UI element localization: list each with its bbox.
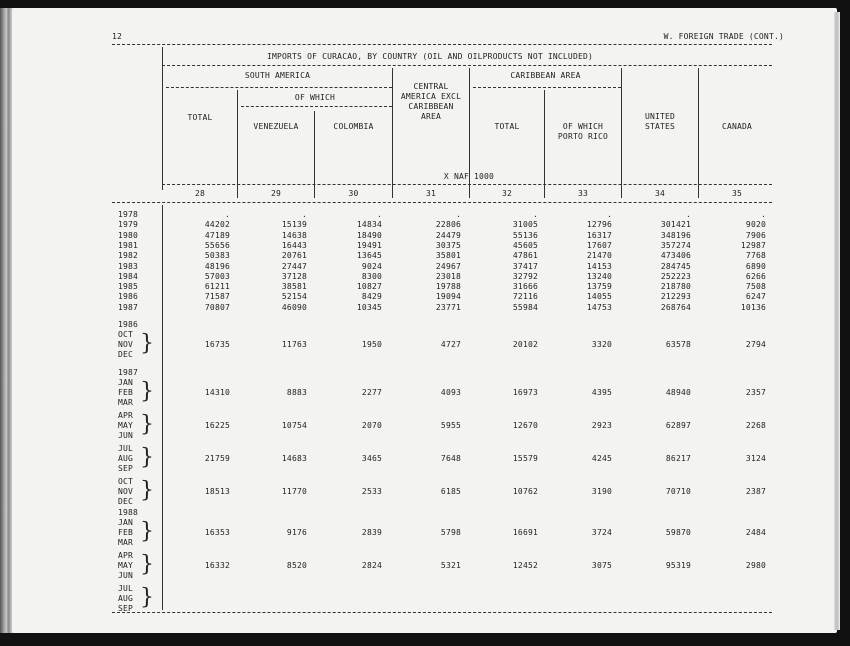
table-cell: 38581 [281, 282, 307, 292]
table-cell: 252223 [660, 271, 691, 281]
table-cell: . [606, 210, 612, 219]
table-cell: 63578 [665, 340, 691, 349]
month-label: AUG [118, 594, 134, 603]
col-label-porto-rico: PORTO RICO [557, 132, 609, 141]
group-south-america: SOUTH AMERICA [244, 71, 311, 80]
table-cell: 13240 [586, 271, 612, 281]
table-cell: 24479 [435, 230, 461, 240]
table-cell: 46090 [281, 302, 307, 312]
month-label: MAY [118, 421, 134, 430]
table-cell: 16443 [281, 240, 307, 250]
table-cell: 4727 [440, 340, 461, 349]
table-cell: 8520 [286, 561, 307, 570]
table-cell: 6185 [440, 487, 461, 496]
table-cell: 4395 [591, 388, 612, 397]
divider-body [112, 202, 772, 203]
table-cell: 11770 [281, 487, 307, 496]
block-year-label: 1988 [118, 508, 139, 517]
table-cell: 23771 [435, 302, 461, 312]
table-cell: 71587 [204, 292, 230, 302]
table-cell: 59870 [665, 528, 691, 537]
table-cell: 5798 [440, 528, 461, 537]
table-cell: 47861 [512, 251, 538, 261]
col-num-29: 29 [270, 189, 282, 198]
table-cell: 357274 [660, 240, 691, 250]
row-year-label: 1987 [118, 302, 139, 312]
table-cell: 15579 [512, 454, 538, 463]
table-cell: 16735 [204, 340, 230, 349]
table-cell: 21470 [586, 251, 612, 261]
col-label-canada: CANADA [721, 122, 753, 131]
table-cell: 212293 [660, 292, 691, 302]
table-cell: 12670 [512, 421, 538, 430]
table-cell: 3320 [591, 340, 612, 349]
col-label-total-caribbean: TOTAL [494, 122, 520, 131]
table-cell: 72116 [512, 292, 538, 302]
table-title: IMPORTS OF CURACAO, BY COUNTRY (OIL AND OILPRODUCTS NOT INCLUDED) [266, 52, 594, 61]
table-cell: 10345 [356, 302, 382, 312]
table-cell: 16332 [204, 561, 230, 570]
month-label: JUL [118, 584, 134, 593]
quarter-brace-icon: } [140, 519, 154, 544]
group-of-which: OF WHICH [294, 93, 336, 102]
row-year-label: 1979 [118, 220, 139, 230]
col-rule [392, 188, 393, 198]
table-cell: 10754 [281, 421, 307, 430]
central-america-line3: CARIBBEAN [408, 102, 454, 111]
month-label: NOV [118, 340, 134, 349]
table-cell: 3124 [745, 454, 766, 463]
table-cell: 2387 [745, 487, 766, 496]
table-cell: 55656 [204, 240, 230, 250]
table-cell: 4093 [440, 388, 461, 397]
table-cell: 10136 [740, 302, 766, 312]
table-cell: 4245 [591, 454, 612, 463]
table-cell: 61211 [204, 282, 230, 292]
page-edge-right [834, 12, 840, 630]
table-cell: 13645 [356, 251, 382, 261]
col-num-32: 32 [501, 189, 513, 198]
table-cell: 2268 [745, 421, 766, 430]
table-cell: 301421 [660, 220, 691, 230]
table-cell: 218780 [660, 282, 691, 292]
month-label: SEP [118, 464, 134, 473]
col-label-of-which: OF WHICH [562, 122, 604, 131]
divider-top [112, 44, 772, 45]
table-cell: . [532, 210, 538, 219]
table-cell: 70807 [204, 302, 230, 312]
table-cell: 5321 [440, 561, 461, 570]
table-cell: 348196 [660, 230, 691, 240]
month-label: FEB [118, 528, 134, 537]
col-rule [621, 188, 622, 198]
quarter-brace-icon: } [140, 478, 154, 503]
month-label: JAN [118, 378, 134, 387]
month-label: DEC [118, 350, 134, 359]
table-cell: 18490 [356, 230, 382, 240]
month-label: JUN [118, 431, 134, 440]
table-cell: 3190 [591, 487, 612, 496]
col-label-venezuela: VENEZUELA [253, 122, 299, 131]
table-cell: 14753 [586, 302, 612, 312]
table-cell: 2357 [745, 388, 766, 397]
col-num-28: 28 [194, 189, 206, 198]
table-cell: 7648 [440, 454, 461, 463]
month-label: APR [118, 411, 134, 420]
table-cell: 2070 [361, 421, 382, 430]
month-label: DEC [118, 497, 134, 506]
table-cell: 7508 [745, 282, 766, 292]
row-label-rule [162, 205, 163, 610]
quarter-brace-icon: } [140, 585, 154, 610]
divider-title [162, 65, 772, 66]
table-cell: 14153 [586, 261, 612, 271]
month-label: JUN [118, 571, 134, 580]
table-cell: 17607 [586, 240, 612, 250]
table-cell: 9176 [286, 528, 307, 537]
col-num-30: 30 [348, 189, 359, 198]
table-cell: . [760, 210, 766, 219]
col-num-31: 31 [425, 189, 437, 198]
table-cell: 31666 [512, 282, 538, 292]
table-cell: 47189 [204, 230, 230, 240]
month-label: OCT [118, 330, 134, 339]
table-cell: 2533 [361, 487, 382, 496]
table-cell: 45605 [512, 240, 538, 250]
table-cell: 27447 [281, 261, 307, 271]
central-america-line1: CENTRAL [413, 82, 449, 91]
table-cell: 2923 [591, 421, 612, 430]
col-rule [237, 188, 238, 198]
month-label: MAR [118, 398, 134, 407]
month-label: NOV [118, 487, 134, 496]
table-cell: 37417 [512, 261, 538, 271]
col-num-35: 35 [731, 189, 743, 198]
table-cell: 37128 [281, 271, 307, 281]
table-cell: 1950 [361, 340, 382, 349]
table-cell: 3465 [361, 454, 382, 463]
table-cell: . [224, 210, 230, 219]
month-label: APR [118, 551, 134, 560]
table-cell: 2277 [361, 388, 382, 397]
table-cell: 70710 [665, 487, 691, 496]
quarter-brace-icon: } [140, 412, 154, 437]
col-label-total-sa: TOTAL [187, 113, 213, 122]
divider-bottom [112, 612, 772, 613]
month-label: FEB [118, 388, 134, 397]
table-cell: 2839 [361, 528, 382, 537]
table-cell: 18513 [204, 487, 230, 496]
unit-label: X NAF 1000 [443, 172, 495, 181]
table-cell: 21759 [204, 454, 230, 463]
table-cell: 95319 [665, 561, 691, 570]
table-cell: 14683 [281, 454, 307, 463]
col-label-united: UNITED [644, 112, 676, 121]
table-cell: . [301, 210, 307, 219]
row-year-label: 1984 [118, 271, 139, 281]
col-label-colombia: COLOMBIA [333, 122, 374, 131]
table-cell: 10827 [356, 282, 382, 292]
table-cell: 11763 [281, 340, 307, 349]
month-label: JAN [118, 518, 134, 527]
table-cell: 14055 [586, 292, 612, 302]
table-cell: 16691 [512, 528, 538, 537]
month-label: MAR [118, 538, 134, 547]
quarter-brace-icon: } [140, 331, 154, 356]
table-cell: 8429 [361, 292, 382, 302]
row-year-label: 1985 [118, 282, 139, 292]
table-cell: 9024 [361, 261, 382, 271]
table-cell: 35801 [435, 251, 461, 261]
running-title: W. FOREIGN TRADE (CONT.) [663, 32, 784, 41]
col-rule [544, 188, 545, 198]
table-cell: 13759 [586, 282, 612, 292]
table-cell: 9020 [745, 220, 766, 230]
row-year-label: 1982 [118, 251, 139, 261]
month-label: OCT [118, 477, 134, 486]
table-cell: 20102 [512, 340, 538, 349]
divider-south-america [166, 87, 392, 88]
divider-unit [162, 184, 772, 185]
table-cell: 23018 [435, 271, 461, 281]
table-cell: 268764 [660, 302, 691, 312]
table-cell: 48940 [665, 388, 691, 397]
table-cell: 10762 [512, 487, 538, 496]
table-cell: . [685, 210, 691, 219]
table-cell: 57003 [204, 271, 230, 281]
col-num-33: 33 [577, 189, 589, 198]
col-num-34: 34 [654, 189, 666, 198]
table-cell: 3724 [591, 528, 612, 537]
month-label: AUG [118, 454, 134, 463]
table-cell: 16317 [586, 230, 612, 240]
table-cell: 55136 [512, 230, 538, 240]
central-america-line2: AMERICA EXCL [400, 92, 462, 101]
table-cell: 16353 [204, 528, 230, 537]
col-label-states: STATES [644, 122, 676, 131]
table-cell: 16225 [204, 421, 230, 430]
table-cell: 2484 [745, 528, 766, 537]
table-cell: 19788 [435, 282, 461, 292]
table-cell: 32792 [512, 271, 538, 281]
quarter-brace-icon: } [140, 445, 154, 470]
row-year-label: 1983 [118, 261, 139, 271]
table-cell: 22806 [435, 220, 461, 230]
table-cell: . [455, 210, 461, 219]
table-cell: 20761 [281, 251, 307, 261]
table-cell: 62897 [665, 421, 691, 430]
table-cell: 14834 [356, 220, 382, 230]
table-cell: 12452 [512, 561, 538, 570]
table-cell: 50383 [204, 251, 230, 261]
table-cell: 12796 [586, 220, 612, 230]
table-cell: 19094 [435, 292, 461, 302]
row-year-label: 1986 [118, 292, 139, 302]
col-rule [698, 188, 699, 198]
table-cell: 31005 [512, 220, 538, 230]
block-year-label: 1986 [118, 320, 139, 329]
page-number: 12 [112, 32, 123, 41]
table-cell: 30375 [435, 240, 461, 250]
table-cell: 2824 [361, 561, 382, 570]
month-label: JUL [118, 444, 134, 453]
row-year-label: 1980 [118, 230, 139, 240]
month-label: SEP [118, 604, 134, 613]
table-cell: 8883 [286, 388, 307, 397]
row-year-label: 1978 [118, 210, 139, 219]
col-rule [469, 188, 470, 198]
group-caribbean-area: CARIBBEAN AREA [510, 71, 581, 80]
col-rule [314, 188, 315, 198]
table-cell: 12987 [740, 240, 766, 250]
table-cell: . [376, 210, 382, 219]
divider-of-which [241, 106, 392, 107]
quarter-brace-icon: } [140, 379, 154, 404]
table-cell: 24967 [435, 261, 461, 271]
table-cell: 14638 [281, 230, 307, 240]
table-cell: 14310 [204, 388, 230, 397]
table-cell: 6890 [745, 261, 766, 271]
row-year-label: 1981 [118, 240, 139, 250]
table-cell: 86217 [665, 454, 691, 463]
table-cell: 6247 [745, 292, 766, 302]
table-cell: 55984 [512, 302, 538, 312]
divider-caribbean [473, 87, 621, 88]
table-cell: 7768 [745, 251, 766, 261]
table-cell: 8300 [361, 271, 382, 281]
table-cell: 7906 [745, 230, 766, 240]
table-cell: 473406 [660, 251, 691, 261]
table-cell: 44202 [204, 220, 230, 230]
table-cell: 284745 [660, 261, 691, 271]
table-cell: 2980 [745, 561, 766, 570]
table-cell: 48196 [204, 261, 230, 271]
month-label: MAY [118, 561, 134, 570]
table-cell: 2794 [745, 340, 766, 349]
table-cell: 5955 [440, 421, 461, 430]
quarter-brace-icon: } [140, 552, 154, 577]
table-cell: 15139 [281, 220, 307, 230]
central-america-line4: AREA [420, 112, 442, 121]
table-cell: 3075 [591, 561, 612, 570]
col-rule [237, 90, 238, 190]
block-year-label: 1987 [118, 368, 139, 377]
table-cell: 19491 [356, 240, 382, 250]
table-cell: 52154 [281, 292, 307, 302]
table-cell: 16973 [512, 388, 538, 397]
table-cell: 6266 [745, 271, 766, 281]
